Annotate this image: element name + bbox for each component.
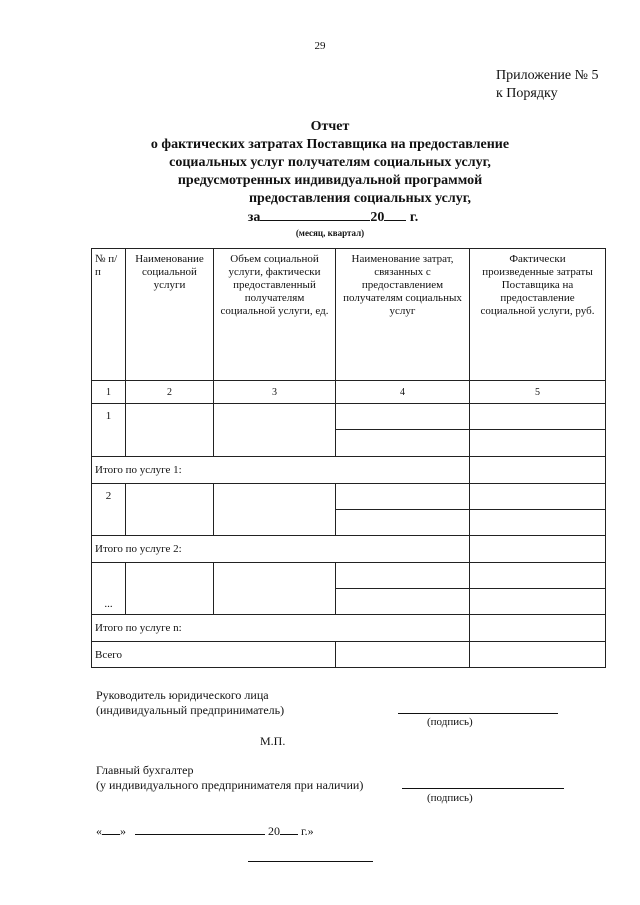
bottom-line [248,861,373,862]
title-line-1: Отчет [310,119,350,134]
column-number: 3 [214,381,336,404]
header-actual-expenses: Фактически произведенные затраты Поставщика на предоставление социальной услуги, руб. [470,249,606,381]
report-date [96,822,314,839]
cell-service-name [126,484,214,536]
table-row [92,484,606,510]
cell-expense-name [336,484,470,510]
period-year: 20 [370,210,385,225]
appendix-note [496,67,599,103]
cell-expense-name [336,430,470,457]
cell-expense-name [336,404,470,430]
head-signature-label [96,688,284,718]
appendix-line-1: Приложение № 5 [496,68,599,83]
cell-expense-name [336,563,470,589]
grand-total-label: Всего [92,642,336,668]
head-signature-line [398,713,558,714]
period-month-blank [260,208,370,221]
date-suffix: г.» [301,824,314,838]
column-number: 2 [126,381,214,404]
header-service-name: Наименование социальной услуги [126,249,214,381]
date-month-blank [135,822,265,835]
accountant-title-note: (у индивидуального предпринимателя при наличии) [96,778,364,792]
header-expense-name: Наименование затрат, связанных с предоставлением получателям социальных услуг [336,249,470,381]
service-total-label: Итого по услуге 1: [92,457,470,484]
cell-actual-expenses [470,484,606,510]
report-title [100,118,560,239]
cell-service-volume [214,484,336,536]
date-year: 20 [268,824,280,838]
date-close-quote: » [120,824,126,838]
cell-service-volume [214,563,336,615]
table-row [92,563,606,589]
row-number: 2 [92,484,126,536]
expense-table [91,248,606,668]
service-total-row [92,457,606,484]
column-number-row [92,381,606,404]
title-line-5: предоставления социальных услуг, [248,191,472,206]
period-prefix: за [247,210,261,225]
service-total-row [92,536,606,563]
head-title-note: (индивидуальный предприниматель) [96,703,285,717]
page-number: 29 [314,40,326,52]
title-line-4: предусмотренных индивидуальной программой [177,173,483,188]
cell-service-volume [214,404,336,457]
table-header-row [92,249,606,381]
cell-actual-expenses [470,589,606,615]
cell-actual-expenses [470,510,606,536]
stamp-placeholder: М.П. [260,734,286,748]
title-line-2: о фактических затратах Поставщика на предоставление [150,137,510,152]
service-total-value [470,536,606,563]
title-line-3: социальных услуг получателям социальных услуг, [169,155,491,170]
header-number: № п/п [92,249,126,381]
period-hint: (месяц, квартал) [295,228,365,238]
grand-total-expense [336,642,470,668]
service-total-value [470,457,606,484]
service-total-label: Итого по услуге n: [92,615,470,642]
head-title: Руководитель юридического лица [96,688,269,702]
accountant-title: Главный бухгалтер [96,763,194,777]
cell-service-name [126,404,214,457]
accountant-signature-label [96,763,363,793]
cell-expense-name [336,589,470,615]
cell-expense-name [336,510,470,536]
period-year-blank [384,208,406,221]
column-number: 1 [92,381,126,404]
row-number: ... [92,563,126,615]
cell-actual-expenses [470,430,606,457]
date-year-blank [280,822,298,835]
cell-actual-expenses [470,563,606,589]
service-total-value [470,615,606,642]
date-day-blank [102,822,120,835]
header-service-volume: Объем социальной услуги, фактически предоставленный получателям социальной услуги, ед. [214,249,336,381]
table-row [92,404,606,430]
report-period [100,208,560,227]
period-suffix: г. [409,210,419,225]
accountant-signature-line [402,788,564,789]
date-open-quote: « [96,824,102,838]
appendix-line-2: к Порядку [496,86,558,101]
service-total-row [92,615,606,642]
grand-total-value [470,642,606,668]
cell-service-name [126,563,214,615]
grand-total-row [92,642,606,668]
head-signature-caption: (подпись) [427,716,473,728]
cell-actual-expenses [470,404,606,430]
row-number: 1 [92,404,126,457]
column-number: 5 [470,381,606,404]
accountant-signature-caption: (подпись) [427,792,473,804]
service-total-label: Итого по услуге 2: [92,536,470,563]
column-number: 4 [336,381,470,404]
